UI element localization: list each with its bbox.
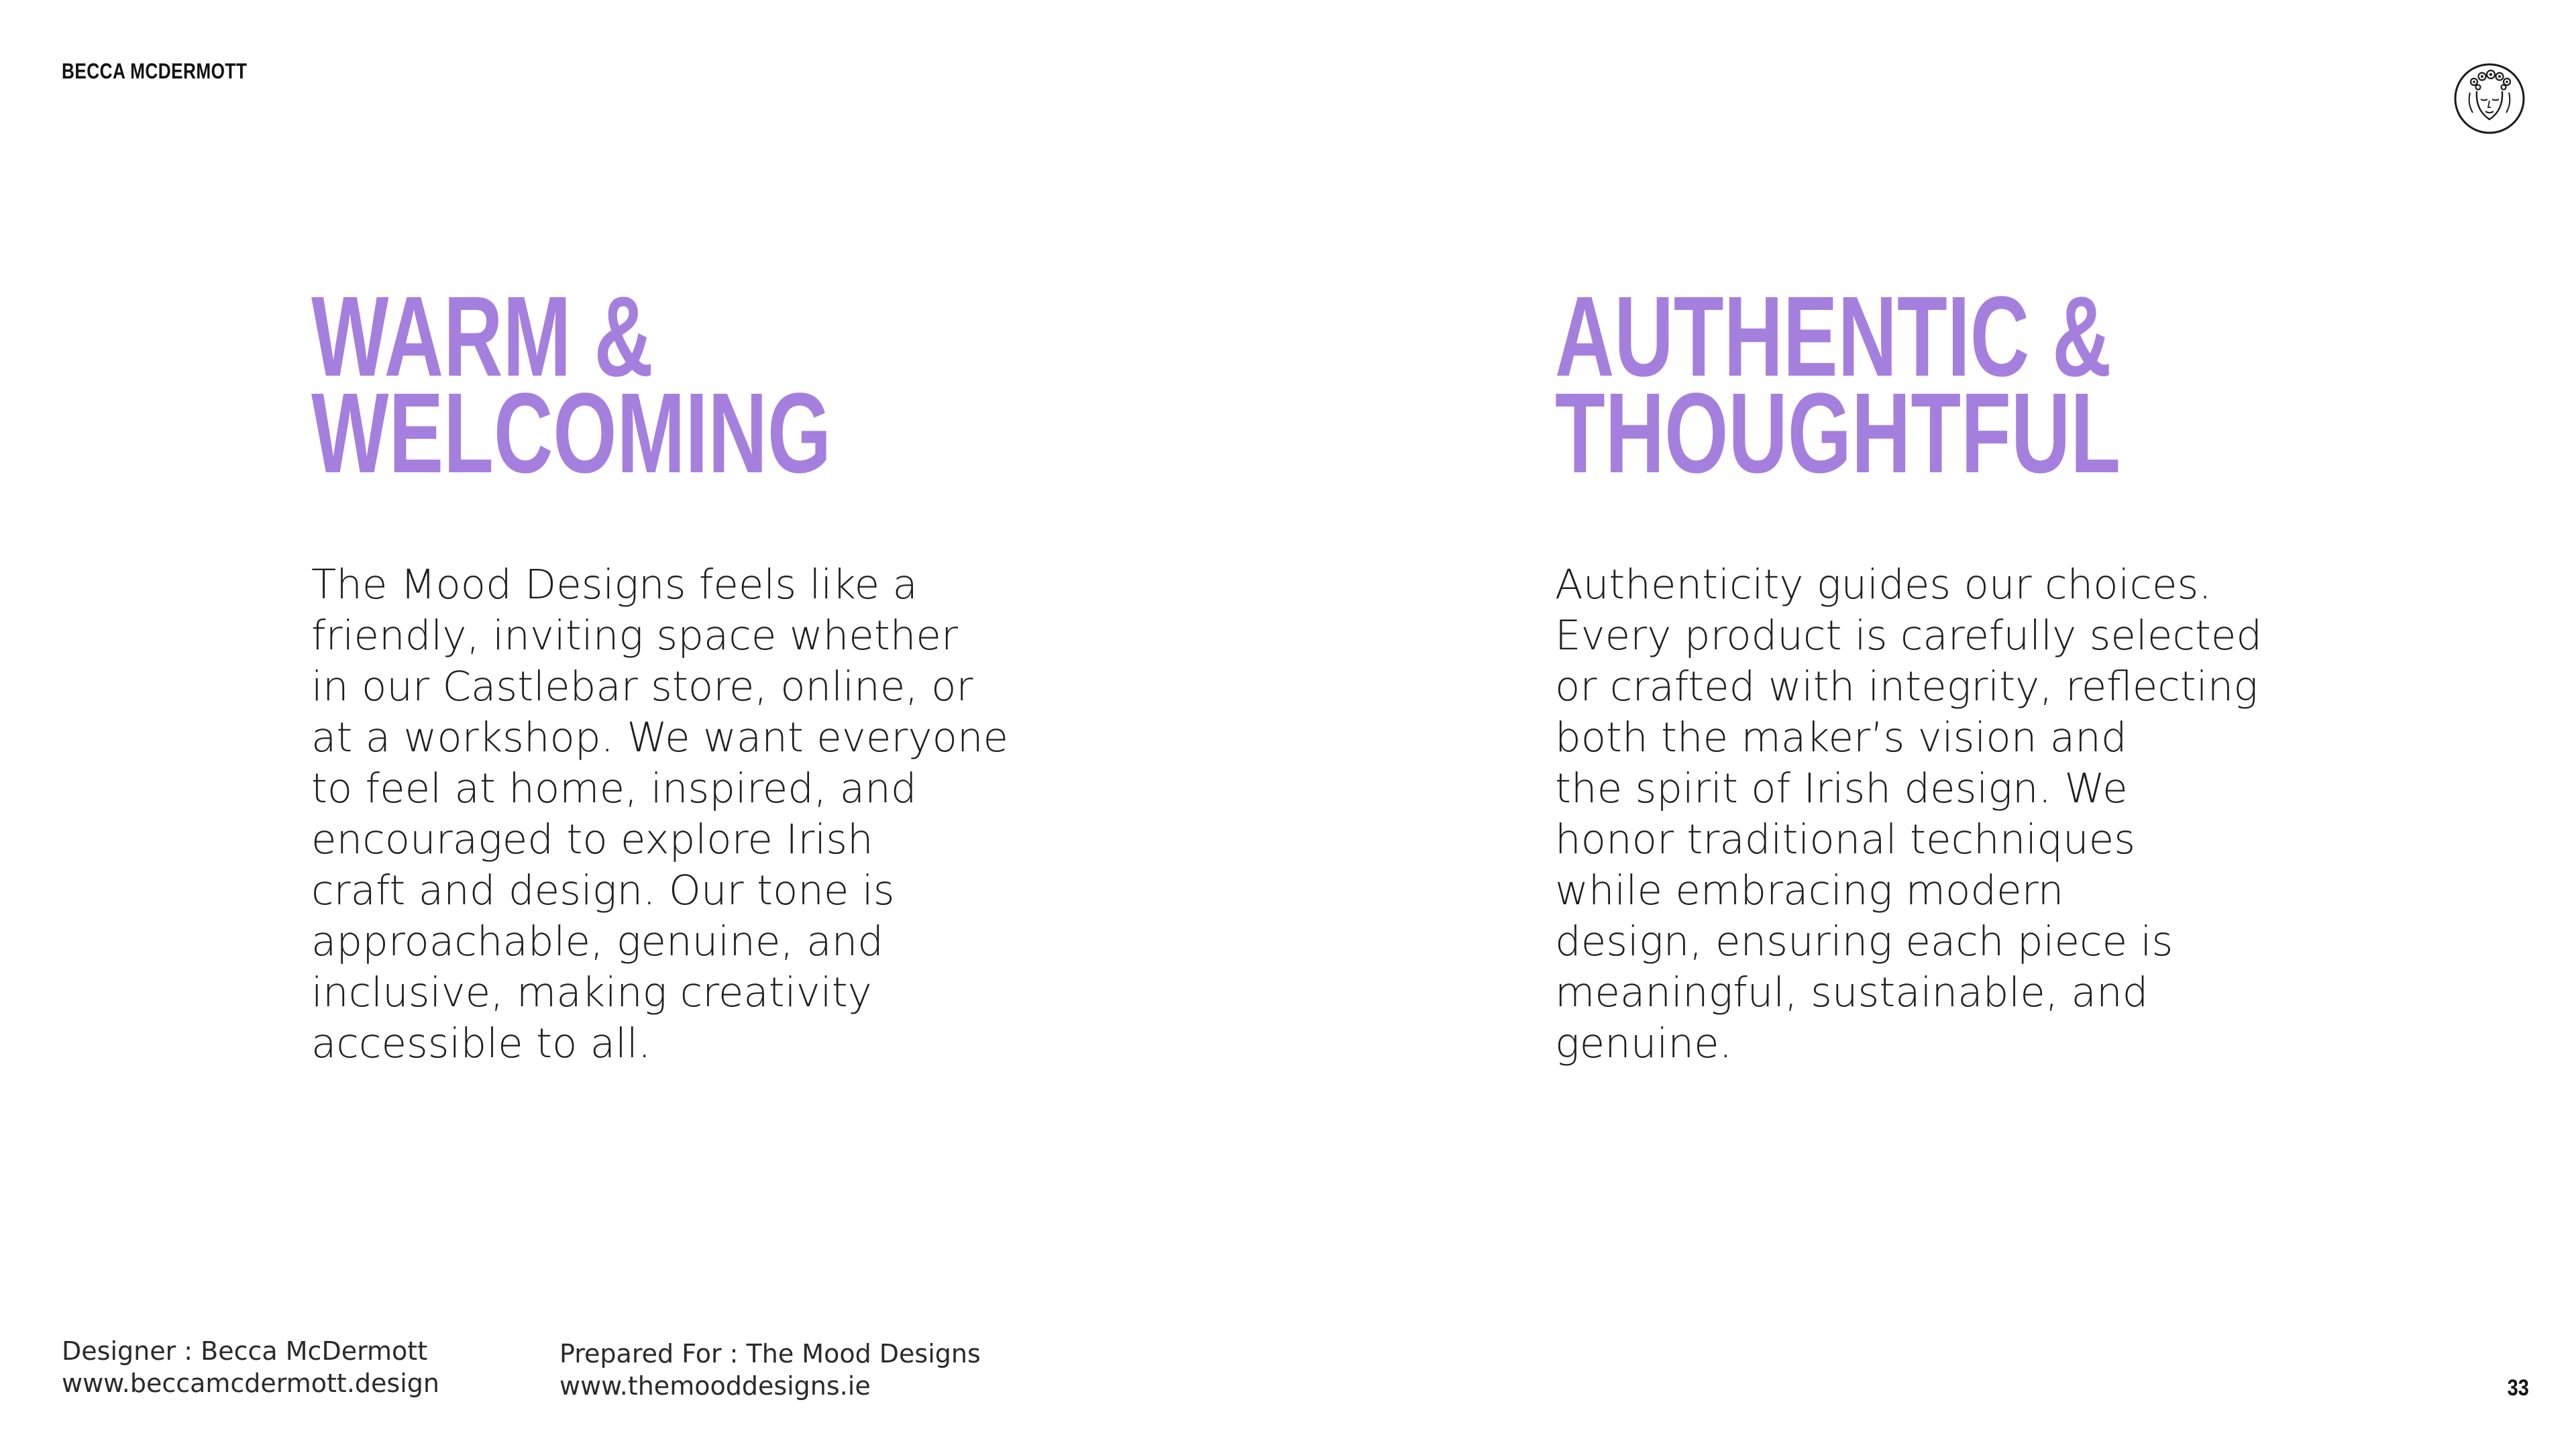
body-line: or crafted with integrity, reflecting <box>1555 663 2258 710</box>
client-url-link[interactable]: www.themooddesigns.ie <box>559 1371 871 1401</box>
section-heading <box>1555 273 2135 497</box>
authentic-thoughtful-section <box>1555 273 2360 1067</box>
body-line: while embracing modern <box>1555 867 2064 914</box>
warm-welcoming-section <box>311 273 1116 1067</box>
brand-name: BECCA MCDERMOTT <box>62 59 248 83</box>
section-body <box>1555 559 2333 1069</box>
heading-line: AUTHENTIC & <box>1555 273 2112 400</box>
body-line: approachable, genuine, and <box>311 918 883 965</box>
face-with-flowers-logo-icon <box>2453 62 2526 136</box>
body-line: both the maker’s vision and <box>1555 714 2127 761</box>
body-line: encouraged to explore Irish <box>311 816 873 863</box>
body-line: at a workshop. We want everyone <box>311 714 1009 761</box>
body-line: Every product is carefully selected <box>1555 612 2263 659</box>
page-number: 33 <box>2507 1375 2529 1401</box>
body-line: genuine. <box>1555 1020 1732 1067</box>
prepared-for: Prepared For : The Mood Designs <box>559 1339 981 1368</box>
section-body <box>311 559 1089 1069</box>
client-credit <box>559 1338 981 1402</box>
body-line: meaningful, sustainable, and <box>1555 969 2149 1016</box>
body-line: to feel at home, inspired, and <box>311 765 917 812</box>
body-line: accessible to all. <box>311 1020 651 1067</box>
designer-name: Designer : Becca McDermott <box>62 1336 428 1366</box>
body-line: honor traditional techniques <box>1555 816 2135 863</box>
body-line: Authenticity guides our choices. <box>1555 561 2212 608</box>
body-line: The Mood Designs feels like a <box>311 561 918 608</box>
designer-url-link[interactable]: www.beccamcdermott.design <box>62 1368 439 1398</box>
body-line: inclusive, making creativity <box>311 969 872 1016</box>
body-line: craft and design. Our tone is <box>311 867 895 914</box>
designer-credit <box>62 1335 439 1399</box>
section-heading <box>311 273 891 497</box>
heading-line: WELCOMING <box>311 370 832 497</box>
heading-line: WARM & <box>311 273 653 400</box>
body-line: the spirit of Irish design. We <box>1555 765 2128 812</box>
body-line: design, ensuring each piece is <box>1555 918 2174 965</box>
body-line: friendly, inviting space whether <box>311 612 959 659</box>
body-line: in our Castlebar store, online, or <box>311 663 973 710</box>
heading-line: THOUGHTFUL <box>1555 370 2121 497</box>
